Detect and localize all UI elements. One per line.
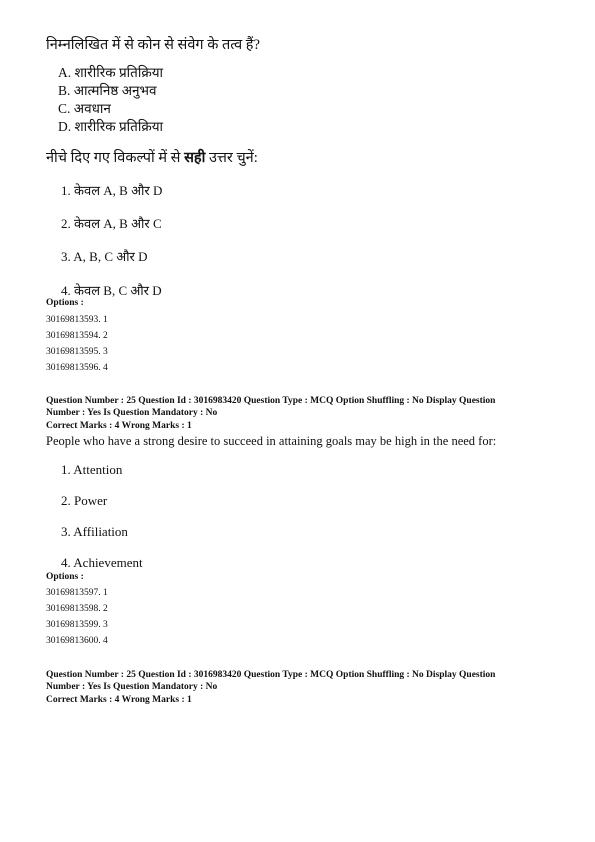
q24-option-id-1: 30169813593. 1 — [46, 315, 108, 325]
q25-choice-1: 1. Attention — [61, 462, 123, 477]
q24-option-id-2: 30169813594. 2 — [46, 331, 108, 341]
q25-option-id-1: 30169813597. 1 — [46, 588, 108, 598]
q24-choice-4: 4. केवल B, C और D — [61, 283, 162, 298]
statement-c: C. अवधान — [58, 101, 111, 116]
instruction-post: उत्तर चुनें: — [205, 150, 258, 166]
instruction-text — [46, 147, 258, 167]
q25b-meta-line-3: Correct Marks : 4 Wrong Marks : 1 — [46, 695, 192, 705]
q24-choice-2: 2. केवल A, B और C — [61, 216, 162, 231]
statement-a: A. शारीरिक प्रतिक्रिया — [58, 65, 164, 80]
q25-choice-3: 3. Affiliation — [61, 524, 128, 539]
q24-choice-1: 1. केवल A, B और D — [61, 183, 163, 198]
q24-choice-3: 3. A, B, C और D — [61, 249, 148, 264]
q25-question-text: People who have a strong desire to succeed in attaining goals may be high in the need for: — [46, 434, 497, 448]
q25-choice-2: 2. Power — [61, 493, 108, 508]
q25-option-id-4: 30169813600. 4 — [46, 636, 108, 646]
q24-option-id-3: 30169813595. 3 — [46, 347, 108, 357]
instruction-bold: सही — [184, 150, 206, 166]
question-24-text: निम्नलिखित में से कोन से संवेग के तत्व हैं? — [46, 37, 260, 53]
instruction-pre: नीचे दिए गए विकल्पों में से — [46, 150, 185, 166]
q25-meta-line-3: Correct Marks : 4 Wrong Marks : 1 — [46, 421, 192, 431]
q25-option-id-3: 30169813599. 3 — [46, 620, 108, 630]
statement-d: D. शारीरिक प्रतिक्रिया — [58, 119, 164, 134]
q25-options-label: Options : — [46, 572, 84, 582]
q24-option-id-4: 30169813596. 4 — [46, 363, 108, 373]
statement-b: B. आत्मनिष्ठ अनुभव — [58, 83, 157, 98]
q24-options-label: Options : — [46, 298, 84, 308]
q25-meta-line-1: Question Number : 25 Question Id : 3016983420 Question Type : MCQ Option Shuffling : No Display Question — [46, 396, 496, 406]
q25-choice-4: 4. Achievement — [61, 555, 143, 570]
q25-option-id-2: 30169813598. 2 — [46, 604, 108, 614]
q25b-meta-line-1: Question Number : 25 Question Id : 3016983420 Question Type : MCQ Option Shuffling : No Display Question — [46, 670, 496, 680]
q25b-meta-line-2: Number : Yes Is Question Mandatory : No — [46, 682, 218, 692]
q25-meta-line-2: Number : Yes Is Question Mandatory : No — [46, 408, 218, 418]
